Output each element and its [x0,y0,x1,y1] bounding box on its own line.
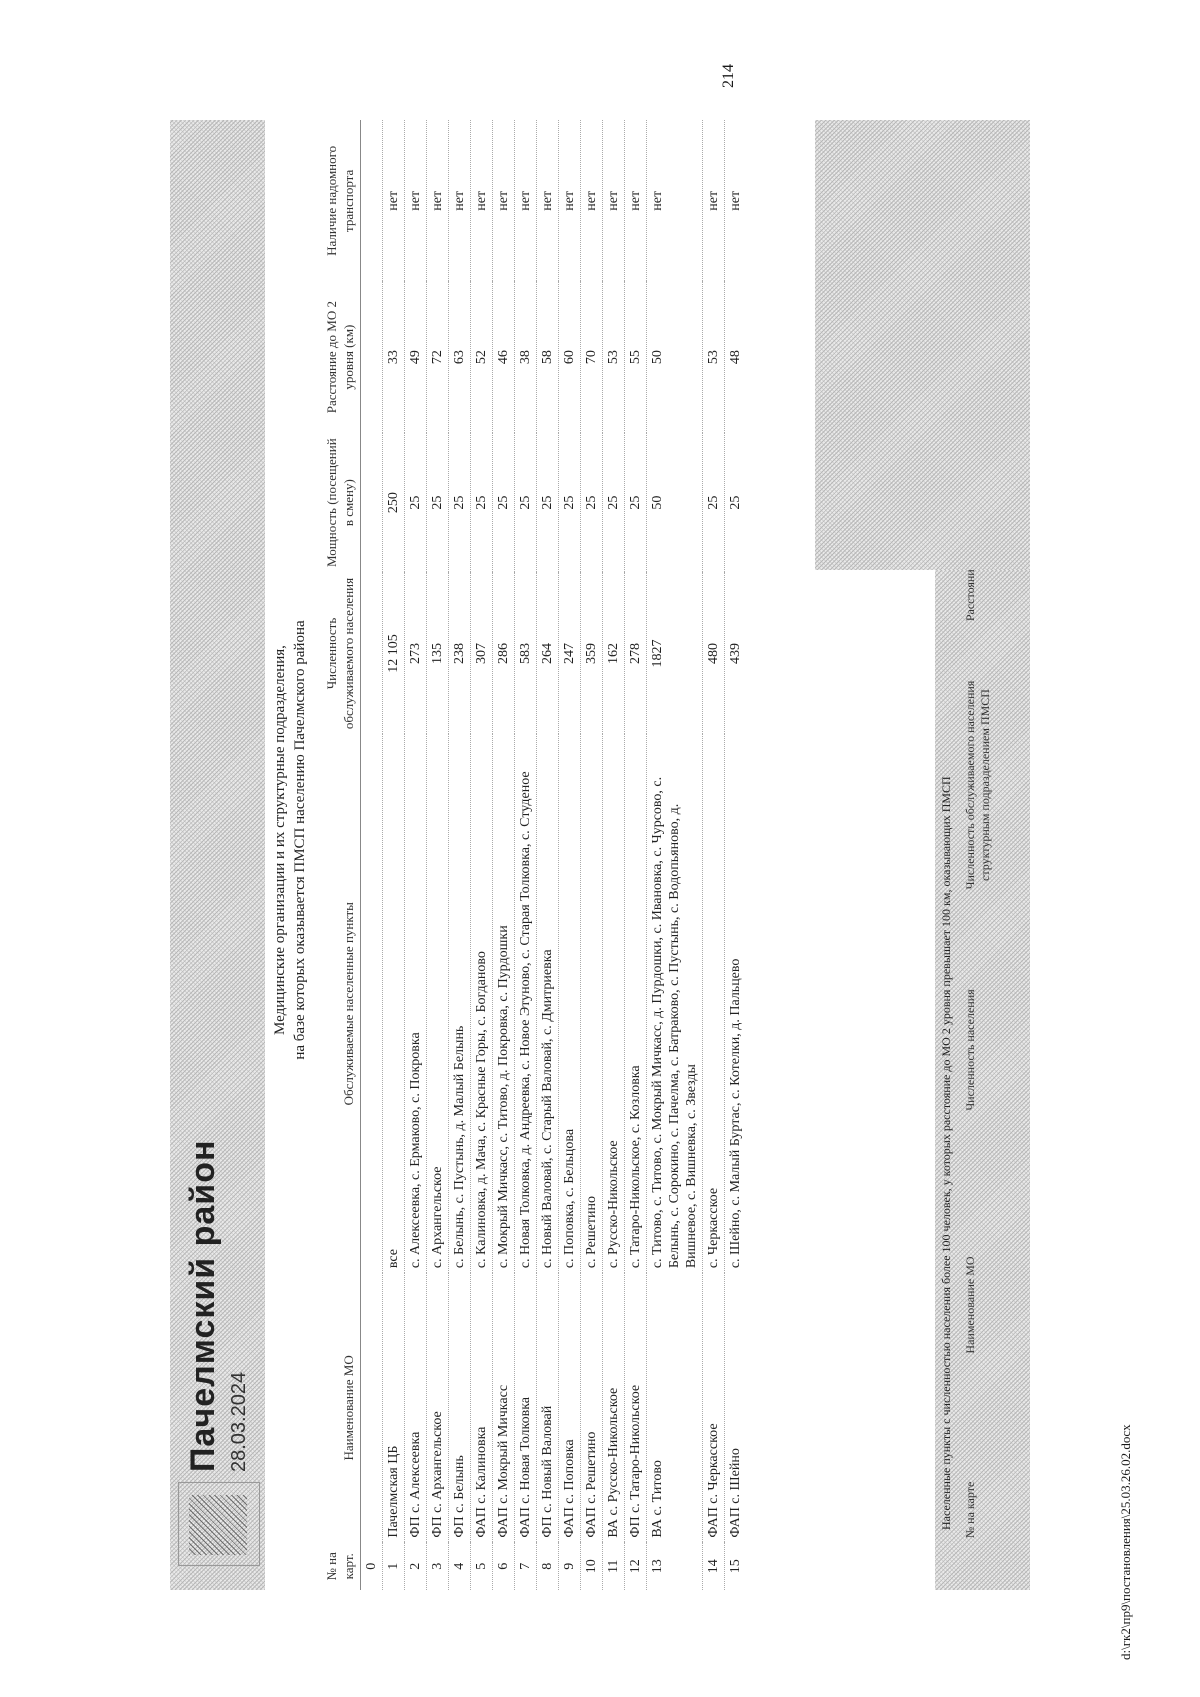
cell-pop [361,573,383,735]
cell-mo: ФАП с. Новая Толковка [515,1273,537,1542]
cell-cap: 25 [493,433,515,573]
table-row [625,120,647,1590]
page-number: 214 [720,64,737,88]
cell-cap: 250 [383,433,405,573]
cell-mo: ФАП с. Мокрый Мичкасс [493,1273,515,1542]
legend-shaded-box [815,120,1030,570]
cell-mo [361,1273,383,1542]
cell-mo: ФАП с. Поповка [559,1273,581,1542]
cell-dist: 50 [647,282,703,433]
table-title-line-1: Медицинские организации и их структурные подразделения, [272,645,288,1035]
cell-np [361,734,383,1273]
cell-home: нет [581,120,603,282]
cell-num: 0 [364,1562,379,1570]
cell-home: нет [515,120,537,282]
cell-mo: ФАП с. Решетино [581,1273,603,1542]
cell-mo: ФП с. Новый Валовай [537,1273,559,1542]
cell-mo: ФП с. Алексеевка [405,1273,427,1542]
cell-num: 15 [725,1543,747,1590]
district-title: Пачелмский район [184,1139,222,1472]
cell-cap: 25 [427,433,449,573]
cell-cap: 25 [725,433,747,573]
cell-cap: 25 [625,433,647,573]
cell-np: с. Новый Валовай, с. Старый Валовай, с. Дмитриевка [537,734,559,1273]
cell-mo: ВА с. Русско-Никольское [603,1273,625,1542]
cell-cap: 25 [471,433,493,573]
cell-np: с. Решетино [581,734,603,1273]
table-row [449,120,471,1590]
cell-dist: 63 [449,282,471,433]
cell-cap: 25 [603,433,625,573]
cell-num: 13 [647,1543,703,1590]
cell-home: нет [427,120,449,282]
legend-item-map-number: № на карте [963,1481,977,1539]
district-logo [178,1482,260,1566]
cell-home: нет [471,120,493,282]
legend-note: Населенные пункты с численностью населения более 100 человек, у которых расстояние до МО 2 уровня превышает 100 км, оказывающих ПМСП [939,776,953,1530]
cell-mo: ФАП с. Калиновка [471,1273,493,1542]
cell-cap [361,433,383,573]
table-header-row [320,120,361,1590]
cell-dist: 52 [471,282,493,433]
cell-mo: ФП с. Татаро-Никольское [625,1273,647,1542]
cell-pop: 439 [725,573,747,735]
cell-num: 8 [537,1543,559,1590]
cell-pop: 12 105 [383,573,405,735]
cell-mo: ФП с. Архангельское [427,1273,449,1542]
cell-pop: 480 [703,573,725,735]
cell-mo: ФАП с. Черкасское [703,1273,725,1542]
cell-cap: 25 [559,433,581,573]
header-dist: Расстояние до МО 2 уровня (км) [320,282,361,433]
cell-dist: 53 [603,282,625,433]
cell-num: 14 [703,1543,725,1590]
cell-dist: 38 [515,282,537,433]
table-row [471,120,493,1590]
cell-cap: 25 [537,433,559,573]
cell-dist: 49 [405,282,427,433]
cell-cap: 25 [515,433,537,573]
cell-pop: 307 [471,573,493,735]
cell-dist: 33 [383,282,405,433]
cell-np: с. Русско-Никольское [603,734,625,1273]
legend-band [935,120,1030,1590]
table-row [559,120,581,1590]
cell-cap: 25 [581,433,603,573]
header-np: Обслуживаемые населенные пункты [320,734,361,1273]
footer-file-path: d:\гк2\пр9\постановления\25.03.26.02.docx [1118,1424,1133,1660]
cell-home: нет [493,120,515,282]
cell-pop: 247 [559,573,581,735]
cell-pop: 238 [449,573,471,735]
cell-np: с. Мокрый Мичкасс, с. Титово, д. Покровка, с. Пурдошки [493,734,515,1273]
cell-pop: 264 [537,573,559,735]
cell-num: 11 [603,1543,625,1590]
legend-item-mo: Наименование МО [963,1256,977,1354]
cell-dist: 72 [427,282,449,433]
header-band [170,120,265,1590]
table-row [703,120,725,1590]
header-pop: Численность обслуживаемого населения [320,573,361,735]
table-row [405,120,427,1590]
cell-num: 2 [405,1543,427,1590]
cell-dist: 48 [725,282,747,433]
cell-cap: 50 [647,433,703,573]
cell-np: все [383,734,405,1273]
table-row [725,120,747,1590]
header-home: Наличие надомного транспорта [320,120,361,282]
table-zero-row [361,120,383,1590]
cell-np: с. Новая Толковка, д. Андреевка, с. Новое Этуново, с. Старая Толковка, с. Студеное [515,734,537,1273]
cell-np: с. Черкасское [703,734,725,1273]
rotated-document-sheet [170,120,1030,1590]
cell-home: нет [625,120,647,282]
cell-dist: 60 [559,282,581,433]
cell-np: с. Шейно, с. Малый Буртас, с. Котелки, д. Пальцево [725,734,747,1273]
cell-home: нет [603,120,625,282]
district-date: 28.03.2024 [228,1371,250,1472]
table-body [361,120,747,1590]
table-row [603,120,625,1590]
cell-np: с. Титово, с. Титово, с. Мокрый Мичкасс, д. Пурдошки, с. Ивановка, с. Чурсово, с. Белынь, с. Сорокино, с. Пачелма, с. Батраково, с. Пустынь, с. Водопьяново, д. Вишневое, с. Вишневка, с. Звезды [647,734,703,1273]
cell-dist: 58 [537,282,559,433]
cell-num: 3 [427,1543,449,1590]
cell-mo: ФАП с. Шейно [725,1273,747,1542]
header-cap: Мощность (посещений в смену) [320,433,361,573]
table-row [427,120,449,1590]
cell-num: 10 [581,1543,603,1590]
table-title [270,390,310,1290]
cell-np: с. Алексеевка, с. Ермаково, с. Покровка [405,734,427,1273]
cell-num: 12 [625,1543,647,1590]
cell-mo: Пачелмская ЦБ [383,1273,405,1542]
cell-np: с. Архангельское [427,734,449,1273]
cell-pop: 1827 [647,573,703,735]
cell-mo: ФП с. Белынь [449,1273,471,1542]
cell-cap: 25 [405,433,427,573]
cell-home: нет [559,120,581,282]
header-num: № на карт. [320,1543,361,1590]
table-row [647,120,703,1590]
cell-home [361,120,383,282]
cell-home: нет [537,120,559,282]
cell-np: с. Поповка, с. Бельцова [559,734,581,1273]
cell-np: с. Калиновка, д. Мача, с. Красные Горы, с. Богданово [471,734,493,1273]
table-row [493,120,515,1590]
legend-item-population: Численность населения [963,989,977,1111]
cell-dist: 46 [493,282,515,433]
cell-dist: 55 [625,282,647,433]
cell-num: 4 [449,1543,471,1590]
cell-home: нет [449,120,471,282]
header-mo: Наименование МО [320,1273,361,1542]
cell-dist [361,282,383,433]
cell-num: 7 [515,1543,537,1590]
cell-home: нет [383,120,405,282]
cell-home: нет [703,120,725,282]
cell-num: 6 [493,1543,515,1590]
cell-num: 5 [471,1543,493,1590]
cell-home: нет [405,120,427,282]
cell-dist: 53 [703,282,725,433]
table-row [515,120,537,1590]
emblem-icon [189,1495,247,1555]
cell-np: с. Белынь, с. Пустынь, д. Малый Белынь [449,734,471,1273]
cell-pop: 135 [427,573,449,735]
cell-pop: 583 [515,573,537,735]
cell-cap: 25 [449,433,471,573]
organizations-table [320,120,746,1590]
cell-np: с. Татаро-Никольское, с. Козловка [625,734,647,1273]
cell-pop: 359 [581,573,603,735]
cell-cap: 25 [703,433,725,573]
cell-pop: 278 [625,573,647,735]
cell-mo: ВА с. Титово [647,1273,703,1542]
cell-home: нет [725,120,747,282]
cell-home: нет [647,120,703,282]
table-row [537,120,559,1590]
table-title-line-2: на базе которых оказывается ПМСП населению Пачелмского района [292,620,308,1060]
cell-pop: 286 [493,573,515,735]
legend-item-served: Численность обслуживаемого населения структурным подразделением ПМСП [963,680,992,890]
table-row [581,120,603,1590]
table-row [383,120,405,1590]
cell-pop: 273 [405,573,427,735]
cell-pop: 162 [603,573,625,735]
cell-dist: 70 [581,282,603,433]
cell-num: 1 [383,1543,405,1590]
cell-num: 9 [559,1543,581,1590]
